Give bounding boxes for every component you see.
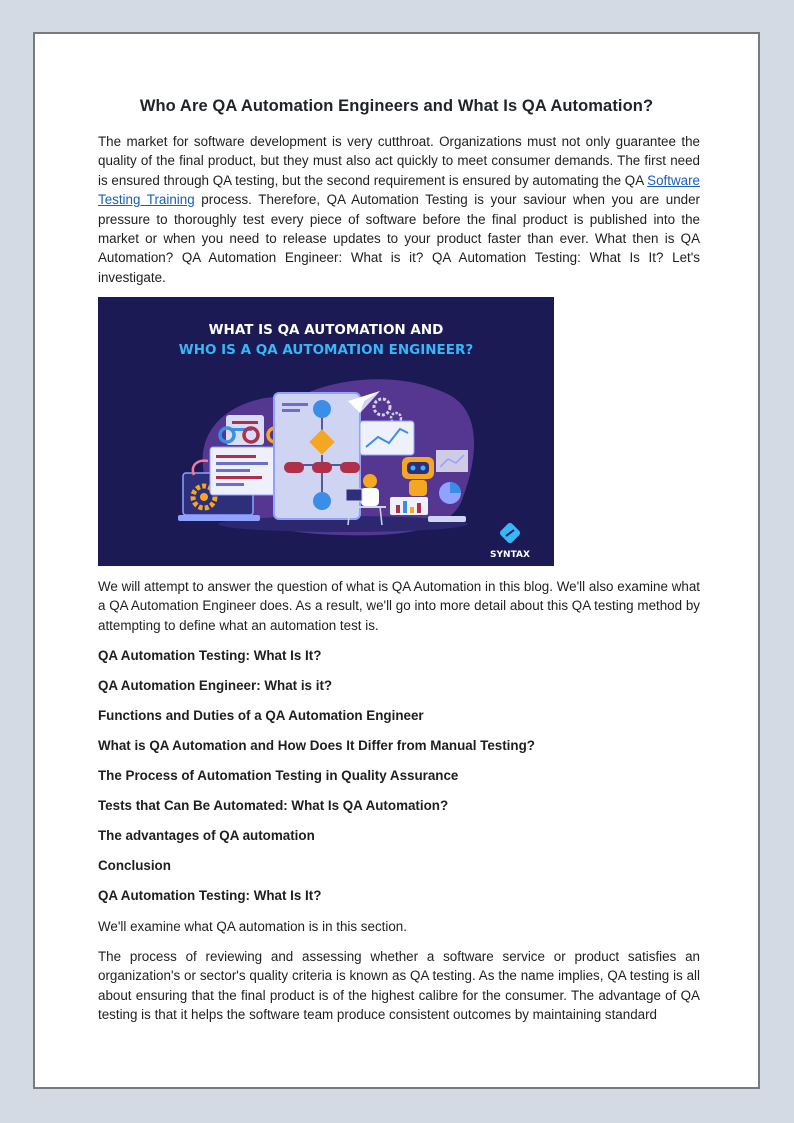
flow-end-node [313,492,331,510]
intro-paragraph [98,132,700,287]
software-testing-training-link[interactable]: Software Testing Training [98,172,700,208]
page-title: Who Are QA Automation Engineers and What Is QA Automation? [139,97,654,115]
section-lead: We'll examine what QA automation is in this section. [98,919,407,934]
toc-item: What is QA Automation and How Does It Differ from Manual Testing? [98,738,535,753]
toc-item: Tests that Can Be Automated: What Is QA Automation? [98,798,449,813]
toc-item: QA Automation Engineer: What is it? [98,678,333,693]
brand-name: SYNTAX [490,550,530,560]
hero-headline-line1: WHAT IS QA AUTOMATION AND [208,322,444,338]
person-head [363,474,377,488]
intro-text-start: The market for software development is very cutthroat. Organizations must not only guarantee the quality of the final product, but they must also act quickly to meet consumer demands. The first need is ensured through QA testing, but the second requirement is ensured by automating the QA [98,134,700,188]
person-laptop [346,489,362,501]
robot-body [409,480,427,496]
right-chart-panel [360,421,414,455]
toc-item: The Process of Automation Testing in Quality Assurance [98,768,459,783]
toc-item: QA Automation Testing: What Is It? [98,648,322,663]
flow-step-2 [312,462,332,473]
person-body [361,488,379,506]
flow-step-3 [340,462,360,473]
bar-chart-panel [390,497,428,515]
flow-start-node [313,400,331,418]
toc-item: Conclusion [98,858,171,873]
flow-step-1 [284,462,304,473]
toc-item: Functions and Duties of a QA Automation Engineer [98,708,424,723]
hero-headline-line2: WHO IS A QA AUTOMATION ENGINEER? [178,342,474,358]
intro-text-end: process. Therefore, QA Automation Testing is your saviour when you are under pressure to thoroughly test every piece of software before the final product is published into the market or when you need to release updates to your product faster than ever. What then is QA Automation? QA Automation Engineer: What is it? QA Automation Testing: What Is It? Let's investigate. [98,192,700,285]
blog-intro-paragraph: We will attempt to answer the question of what is QA Automation in this blog. We'll also examine what a QA Automation Engineer does. As a result, we'll go into more detail about this QA testing method by attempting to define what an automation test is. [98,579,700,633]
section-heading: QA Automation Testing: What Is It? [98,888,322,903]
document-page [33,32,760,1089]
hero-image [98,297,554,566]
section-body: The process of reviewing and assessing whether a software service or product satisfies an organization's or sector's quality criteria is known as QA testing. As the name implies, QA testing is all about ensuring that the final product is of the highest calibre for the consumer. The advantage of QA testing is that it helps the software team produce consistent outcomes by maintaining standard [98,949,700,1023]
toc-item: The advantages of QA automation [98,828,315,843]
